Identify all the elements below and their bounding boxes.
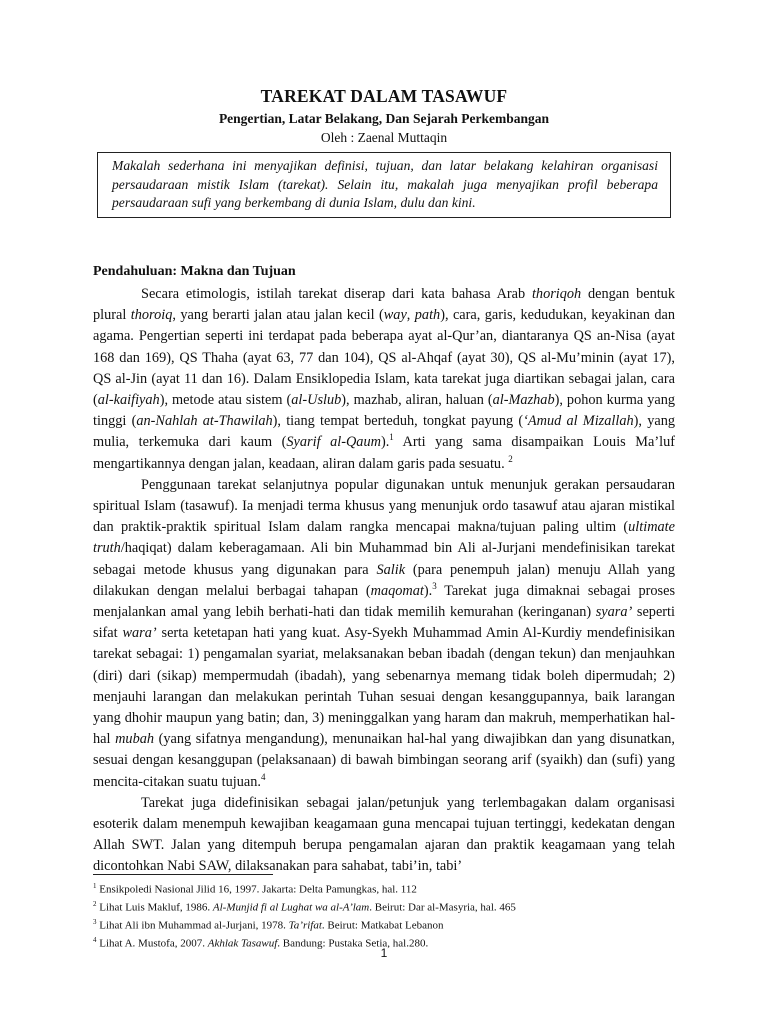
body-paragraph bbox=[93, 475, 675, 793]
body-text bbox=[93, 284, 675, 878]
italic-term: Al-Munjid fi al Lughat wa al-A’lam bbox=[212, 901, 370, 914]
text-run: , yang berarti jalan atau jalan kecil ( bbox=[172, 307, 384, 324]
text-run: ), cara, garis, kedudukan, keyakinan dan agama. Pengertian seperti ini terdapat pada beberapa ayat al-Qur’an, diantaranya QS an-Nisa (ayat 168 dan 169), QS Thaha (ayat 63, 77 dan 104), QS al-Ahqaf (ayat 30), QS al-Mu’minin (ayat 17), QS al-Jin (ayat 11 dan 16). Dalam Ensiklopedia Islam, kata tarekat juga diartikan sebagai jalan, cara ( bbox=[93, 307, 675, 409]
text-run: ), tiang tempat berteduh, tongkat payung ( bbox=[272, 413, 524, 430]
text-run: ). bbox=[380, 434, 390, 451]
page-title: TAREKAT DALAM TASAWUF bbox=[260, 86, 508, 106]
footnotes bbox=[93, 879, 675, 951]
text-run: ). bbox=[423, 582, 433, 599]
italic-term: ‘Amud al Mizallah bbox=[523, 413, 634, 430]
footnote-number: 1 bbox=[93, 882, 97, 890]
page-subtitle: Pengertian, Latar Belakang, Dan Sejarah Perkembangan bbox=[218, 111, 550, 126]
footnote-ref: 4 bbox=[260, 771, 266, 782]
text-run: (para penempuh jalan) menuju Allah yang dilakukan dengan melalui berbagai tahapan ( bbox=[93, 561, 675, 599]
italic-term: an-Nahlah at-Thawilah bbox=[136, 413, 273, 430]
footnote-number: 4 bbox=[93, 935, 97, 944]
text-run: (yang sifatnya mengandung), menunaikan hal-hal yang diwajibkan dan yang disunatkan, sesuai dengan kesanggupan (pelaksanaan) di bawah bimbingan seorang arif (syaikh) dan (sufi) yang mencita-citakan suatu tujuan. bbox=[93, 731, 675, 790]
footnote bbox=[93, 915, 675, 933]
italic-term: al-Mazhab bbox=[492, 392, 555, 409]
italic-term: maqomat bbox=[370, 582, 424, 599]
text-run: ), yang mulia, terkemuka dari kaum ( bbox=[93, 413, 675, 451]
text-run: seperti sifat bbox=[93, 604, 675, 642]
text-run: Lihat A. Mustofa, 2007. bbox=[99, 937, 208, 950]
text-run: . Beirut: Matkabat Lebanon bbox=[321, 919, 444, 932]
footnote bbox=[93, 897, 675, 915]
body-paragraph bbox=[93, 284, 675, 475]
footnote-ref: 1 bbox=[389, 432, 394, 443]
italic-term: Syarif al-Qaum bbox=[286, 434, 381, 451]
italic-term: ultimate truth bbox=[93, 519, 675, 557]
italic-term: thoriqoh bbox=[531, 286, 582, 302]
text-run: ), metode atau sistem ( bbox=[159, 392, 292, 409]
italic-term: syara’ bbox=[595, 604, 633, 621]
footnote-ref: 3 bbox=[432, 581, 437, 592]
footnote-number: 3 bbox=[93, 917, 97, 926]
italic-term: thoroiq bbox=[130, 307, 173, 324]
text-run: Lihat Luis Makluf, 1986. bbox=[99, 901, 213, 914]
text-run: . Bandung: Pustaka Setia, hal.280. bbox=[277, 937, 429, 950]
italic-term: Ta’rifat bbox=[288, 919, 322, 932]
text-run: Arti yang sama disampaikan Louis Ma’luf mengartikannya dengan jalan, keadaan, aliran dalam garis pada sesuatu. bbox=[93, 434, 675, 472]
body-paragraph bbox=[93, 793, 675, 878]
page-number: 1 bbox=[380, 946, 388, 960]
text-run: Lihat Ali ibn Muhammad al-Jurjani, 1978. bbox=[99, 919, 289, 932]
footnote-ref: 2 bbox=[508, 453, 513, 464]
text-run: Secara etimologis, istilah tarekat diserap dari kata bahasa Arab bbox=[141, 286, 532, 302]
abstract-box bbox=[97, 152, 671, 218]
text-run: Ensikpoledi Nasional Jilid 16, 1997. Jakarta: Delta Pamungkas, hal. 112 bbox=[99, 883, 417, 896]
footnote-divider bbox=[93, 874, 273, 875]
footnote-number: 2 bbox=[93, 899, 97, 908]
text-run: serta ketetapan hati yang kuat. Asy-Syekh Muhammad Amin Al-Kurdiy mendefinisikan tarekat sebagai: 1) pengamalan syariat, melaksanakan beban ibadah (dengan tekun) dan menjauhkan (diri) dari (sikap) mempermudah (ibadah), yang sebenarnya memang tidak boleh dipermudah; 2) menjauhi larangan dan melakukan perintah Tuhan sesuai dengan kesanggupannya, baik larangan yang dhohir maupun yang batin; dan, 3) meninggalkan yang haram dan makruh, memperhatikan hal-hal bbox=[93, 625, 675, 748]
italic-term: Akhlak Tasawuf bbox=[207, 937, 278, 950]
section-heading: Pendahuluan: Makna dan Tujuan bbox=[93, 264, 296, 279]
italic-term: Salik bbox=[376, 561, 406, 578]
abstract-text: Makalah sederhana ini menyajikan definisi, tujuan, dan latar belakang kelahiran organisasi persaudaraan mistik Islam (tarekat). Selain itu, makalah juga menyajikan profil beberapa persaudaraan sufi yang berkembang di dunia Islam, dulu dan kini. bbox=[112, 158, 658, 210]
italic-term: wara’ bbox=[122, 625, 157, 642]
text-run: ), pohon kurma yang tinggi ( bbox=[93, 392, 675, 430]
italic-term: mubah bbox=[115, 731, 155, 748]
text-run: Tarekat juga dimaknai sebagai proses menjalankan amal yang lebih berhati-hati dan tidak memilih kemurahan (keringanan) bbox=[93, 582, 676, 621]
footnote bbox=[93, 879, 675, 897]
italic-term: way bbox=[383, 307, 407, 324]
italic-term: al-kaifiyah bbox=[97, 392, 160, 409]
author-line: Oleh : Zaenal Muttaqin bbox=[320, 130, 448, 145]
text-run: . Beirut: Dar al-Masyria, hal. 465 bbox=[369, 901, 516, 914]
text-run: dengan bentuk plural bbox=[93, 286, 675, 324]
text-run: /haqiqat) dalam keberagamaan. Ali bin Muhammad bin Ali al-Jurjani mendefinisikan tarekat sebagai metode khusus yang digunakan para bbox=[93, 540, 675, 578]
text-run: , bbox=[406, 307, 415, 324]
italic-term: path bbox=[414, 307, 441, 324]
text-run: Penggunaan tarekat selanjutnya popular digunakan untuk menunjuk gerakan persaudaran spiritual Islam (tasawuf). Ia menjadi terma khusus yang menunjuk ordo tasawuf atau ajaran mistikal dan praktik-praktik spiritual Islam dalam rangka mencapai makna/tujuan paling ultim ( bbox=[93, 476, 675, 536]
italic-term: al-Uslub bbox=[291, 392, 342, 409]
text-run: ), mazhab, aliran, haluan ( bbox=[341, 392, 493, 409]
text-run: Tarekat juga didefinisikan sebagai jalan/petunjuk yang terlembagakan dalam organisasi esoterik dalam menempuh kewajiban keagamaan guna mencapai tujuan tertinggi, kedekatan dengan Allah SWT. Jalan yang ditempuh berupa pengamalan ajaran dan praktik keagamaan yang telah dicontohkan Nabi SAW, dilaksanakan para sahabat, tabi’in, tabi’ bbox=[93, 794, 675, 875]
